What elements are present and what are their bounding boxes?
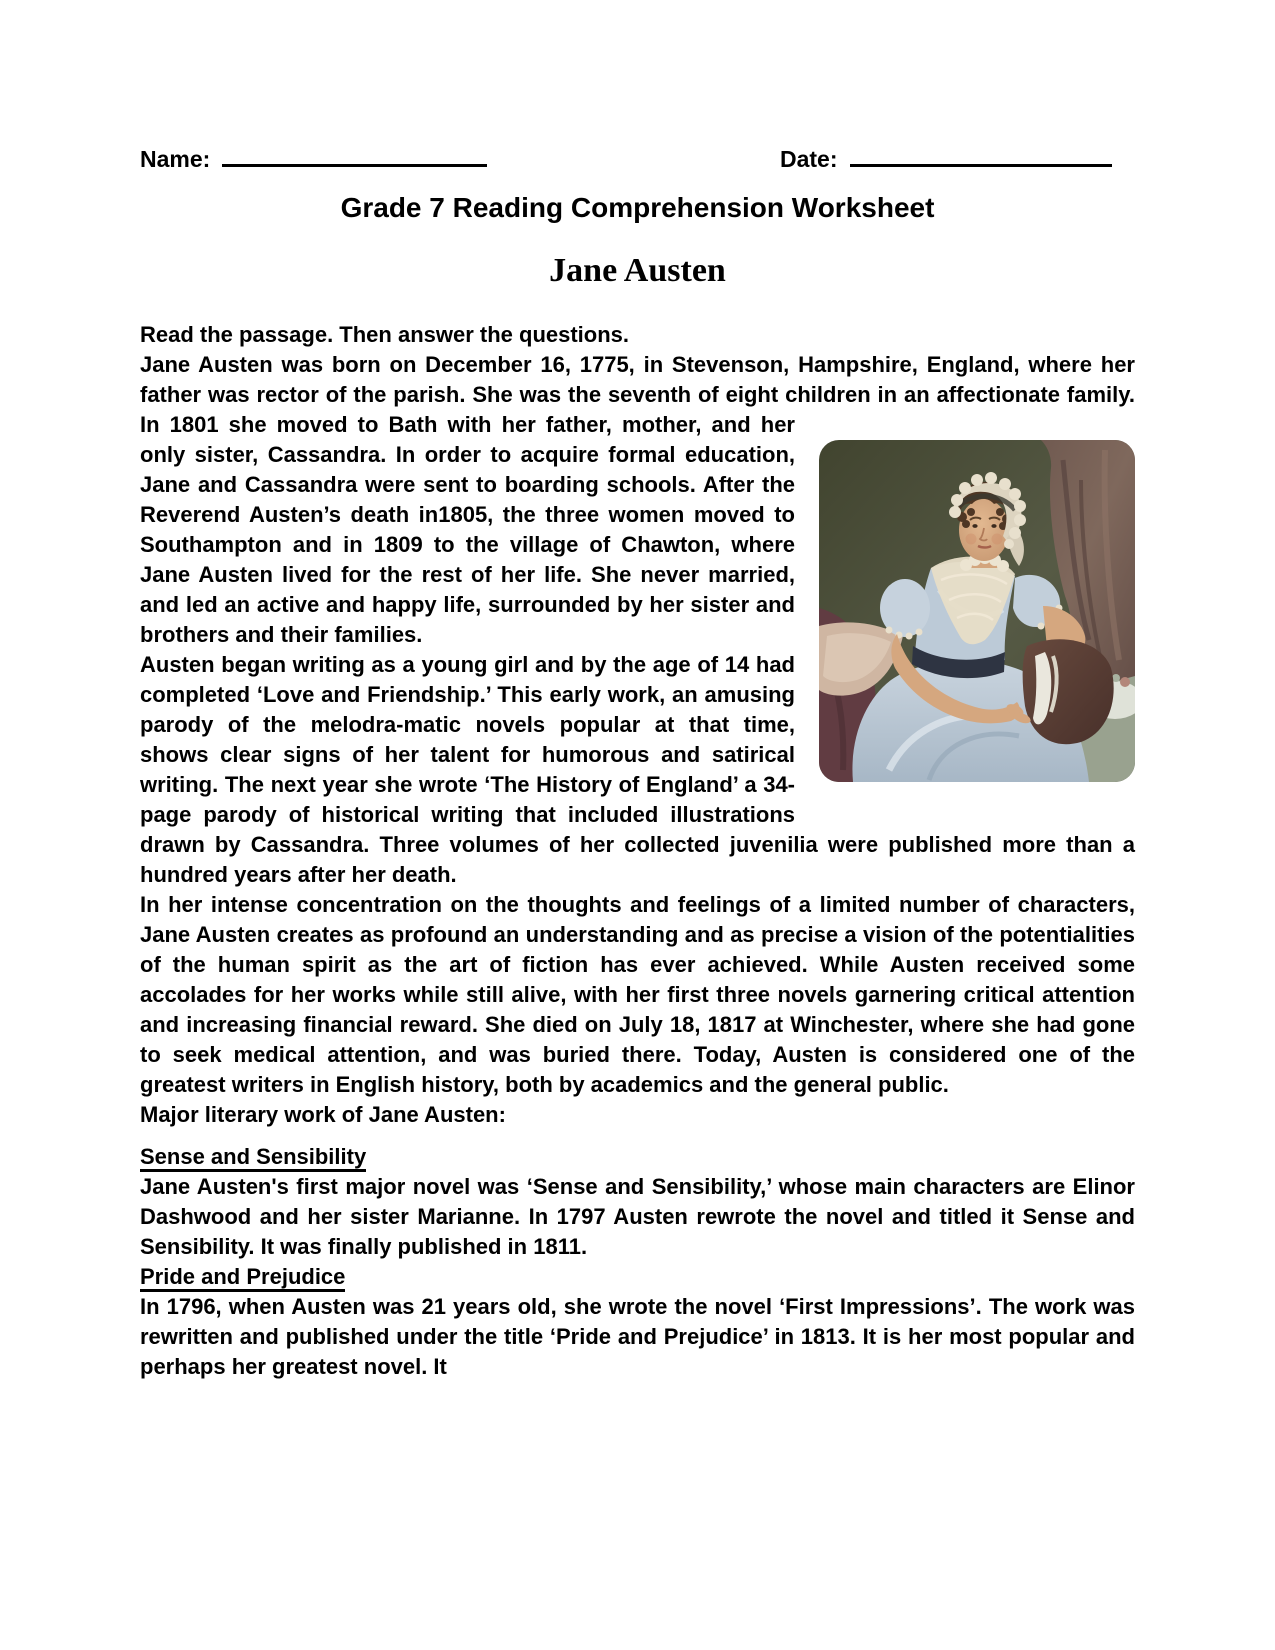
instruction-line: Read the passage. Then answer the questions. [140, 322, 630, 347]
date-label: Date: [780, 146, 838, 172]
section-heading-sense-and-sensibility: Sense and Sensibility [140, 1142, 1135, 1172]
jane-austen-portrait [819, 440, 1135, 782]
jane-austen-portrait-illustration [819, 440, 1135, 782]
name-blank-line [222, 142, 487, 167]
passage-paragraph-2: Austen began writing as a young girl and by the age of 14 had completed ‘Love and Friendship.’ This early work, an amusing parody of the melodra-matic novels popular at that time, shows clear signs of her talent for humorous and satirical writing. The next year she wrote ‘The History of England’ a 34-page parody of historical writing that included illustrations drawn by Cassandra. Three volumes of her collected juvenilia were published more than a hundred years after her death. [140, 652, 1135, 887]
passage-title: Jane Austen [549, 252, 726, 289]
passage-content [140, 320, 1135, 1382]
section-body-sense-and-sensibility: Jane Austen's first major novel was ‘Sense and Sensibility,’ whose main characters are Elinor Dashwood and her sister Marianne. In 1797 Austen rewrote the novel and titled it Sense and Sensibility. It was finally published in 1811. [140, 1174, 1135, 1259]
section-heading-pride-and-prejudice: Pride and Prejudice [140, 1262, 1135, 1292]
passage-paragraph-3: In her intense concentration on the thoughts and feelings of a limited number of characters, Jane Austen creates as profound an understanding and as precise a vision of the potentialities of the human spirit as the art of fiction has ever achieved. While Austen received some accolades for her works while still alive, with her first three novels garnering critical attention and increasing financial reward. She died on July 18, 1817 at Winchester, where she had gone to seek medical attention, and was buried there. Today, Austen is considered one of the greatest writers in English history, both by academics and the general public. [140, 892, 1135, 1097]
name-label: Name: [140, 146, 211, 172]
date-field [780, 142, 1112, 173]
date-blank-line [850, 142, 1112, 167]
worksheet-title: Grade 7 Reading Comprehension Worksheet [340, 192, 935, 223]
passage-paragraph-4: Major literary work of Jane Austen: [140, 1102, 506, 1127]
passage-paragraph-1: Jane Austen was born on December 16, 1775, in Stevenson, Hampshire, England, where her father was rector of the parish. She was the seventh of eight children in an affectionate family. In 1801 she moved to Bath with her father, mother, and her only sister, Cassandra. In order to acquire formal education, Jane and Cassandra were sent to boarding schools. After the Reverend Austen’s death in1805, the three women moved to Southampton and in 1809 to the village of Chawton, where Jane Austen lived for the rest of her life. She never married, and led an active and happy life, surrounded by her sister and brothers and their families. [140, 352, 1135, 647]
name-field [140, 142, 487, 173]
header-row [0, 142, 1275, 182]
section-body-pride-and-prejudice: In 1796, when Austen was 21 years old, she wrote the novel ‘First Impressions’. The work was rewritten and published under the title ‘Pride and Prejudice’ in 1813. It is her most popular and perhaps her greatest novel. It [140, 1294, 1135, 1379]
